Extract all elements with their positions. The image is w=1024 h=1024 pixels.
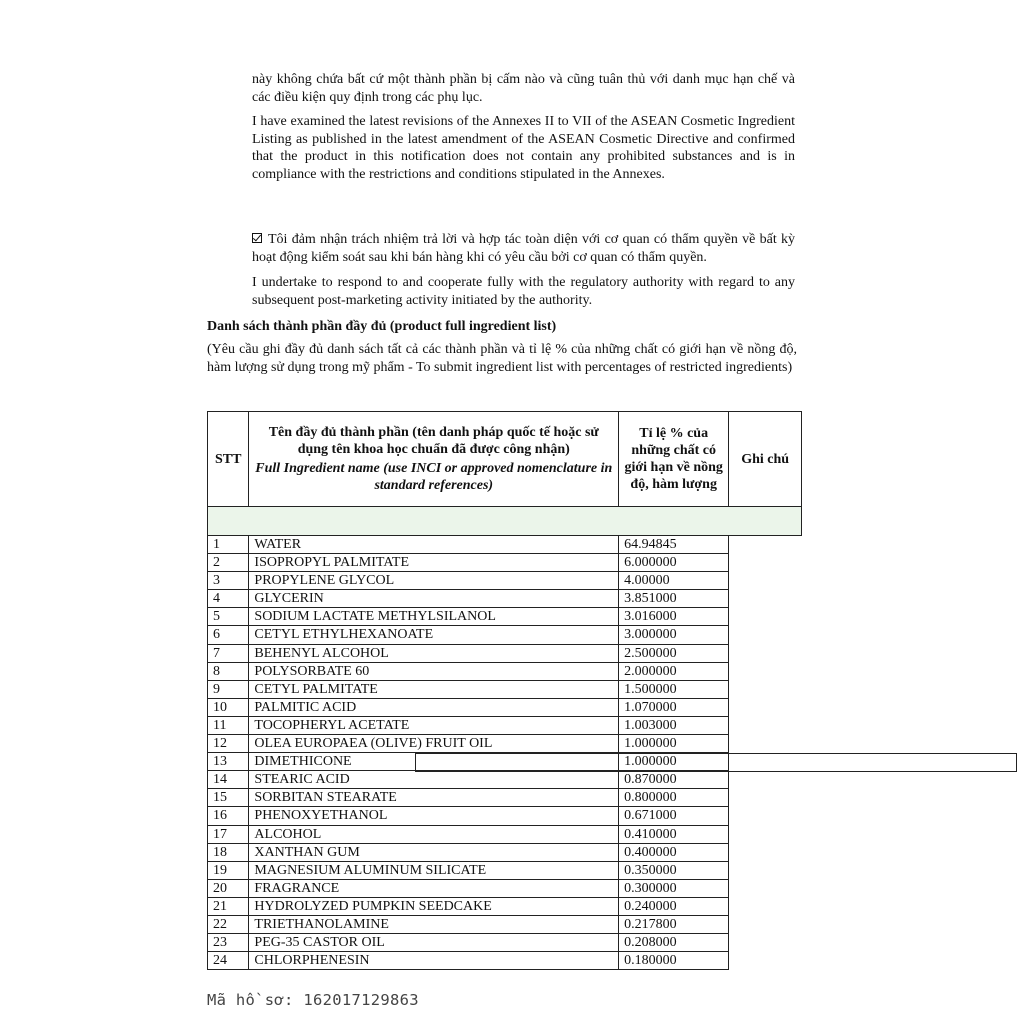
cell-name: ALCOHOL	[249, 825, 619, 843]
cell-name: TOCOPHERYL ACETATE	[249, 716, 619, 734]
table-row	[208, 680, 802, 698]
cell-percent: 3.000000	[619, 626, 729, 644]
table-row	[208, 789, 802, 807]
declaration-en-undertaking: I undertake to respond to and cooperate fully with the regulatory authority with regard to any subsequent post-marketing activity initiated by the authority.	[252, 275, 795, 308]
cell-name: MAGNESIUM ALUMINUM SILICATE	[249, 861, 619, 879]
cell-percent: 6.000000	[619, 554, 729, 572]
table-row	[208, 554, 802, 572]
cell-stt: 10	[208, 698, 249, 716]
table-row	[208, 897, 802, 915]
header-stt: STT	[208, 412, 249, 507]
cell-name: PEG-35 CASTOR OIL	[249, 934, 619, 952]
cell-percent: 0.800000	[619, 789, 729, 807]
record-number: Mã hồ sơ: 162017129863	[207, 991, 419, 1009]
cell-stt: 22	[208, 915, 249, 933]
cell-percent: 0.400000	[619, 843, 729, 861]
checked-box-icon	[252, 233, 262, 243]
ingredient-table-body	[208, 507, 802, 970]
cell-name: WATER	[249, 536, 619, 554]
table-row	[208, 915, 802, 933]
table-row	[208, 572, 802, 590]
cell-percent: 0.300000	[619, 879, 729, 897]
cell-name: CETYL PALMITATE	[249, 680, 619, 698]
cell-stt: 5	[208, 608, 249, 626]
table-row	[208, 952, 802, 970]
cell-name: POLYSORBATE 60	[249, 662, 619, 680]
cell-note	[415, 753, 1017, 772]
cell-stt: 7	[208, 644, 249, 662]
ingredient-list-instruction: (Yêu cầu ghi đầy đủ danh sách tất cả các thành phần và tỉ lệ % của những chất có giới hạn về nồng độ, hàm lượng sử dụng trong mỹ phẩm - To submit ingredient list with percentages of restricted ingredients)	[207, 342, 797, 375]
table-spacer-row	[208, 507, 802, 536]
table-row	[208, 626, 802, 644]
header-ingredient-name-en: Full Ingredient name (use INCI or approved nomenclature in standard references)	[255, 461, 613, 493]
cell-stt: 16	[208, 807, 249, 825]
table-row	[208, 662, 802, 680]
header-percent: Tỉ lệ % của những chất có giới hạn về nồng độ, hàm lượng	[619, 412, 729, 507]
cell-percent: 3.851000	[619, 590, 729, 608]
cell-percent: 0.240000	[619, 897, 729, 915]
declaration-vi-undertaking-text: Tôi đảm nhận trách nhiệm trả lời và hợp tác toàn diện với cơ quan có thẩm quyền về bất kỳ hoạt động kiểm soát sau khi bán hàng khi có yêu cầu bởi cơ quan có thẩm quyền.	[252, 232, 795, 265]
cell-percent: 1.070000	[619, 698, 729, 716]
cell-percent: 0.350000	[619, 861, 729, 879]
cell-stt: 20	[208, 879, 249, 897]
cell-name: OLEA EUROPAEA (OLIVE) FRUIT OIL	[249, 735, 619, 753]
cell-stt: 19	[208, 861, 249, 879]
cell-name: SORBITAN STEARATE	[249, 789, 619, 807]
cell-stt: 6	[208, 626, 249, 644]
cell-percent: 64.94845	[619, 536, 729, 554]
table-row	[208, 644, 802, 662]
cell-percent: 0.208000	[619, 934, 729, 952]
cell-percent: 1.003000	[619, 716, 729, 734]
cell-percent: 2.000000	[619, 662, 729, 680]
cell-name: PROPYLENE GLYCOL	[249, 572, 619, 590]
cell-percent: 1.000000	[619, 753, 729, 771]
cell-stt: 15	[208, 789, 249, 807]
cell-stt: 23	[208, 934, 249, 952]
table-row	[208, 771, 802, 789]
cell-name: BEHENYL ALCOHOL	[249, 644, 619, 662]
cell-percent: 2.500000	[619, 644, 729, 662]
table-spacer-cell	[208, 507, 802, 536]
cell-stt: 14	[208, 771, 249, 789]
cell-percent: 0.180000	[619, 952, 729, 970]
declaration-en-compliance: I have examined the latest revisions of the Annexes II to VII of the ASEAN Cosmetic Ingredient Listing as published in the latest amendment of the ASEAN Cosmetic Directive and confirmed that the product in this notification does not contain any prohibited substances and is in compliance with the restrictions and conditions stipulated in the Annexes.	[252, 114, 795, 182]
cell-stt: 3	[208, 572, 249, 590]
cell-stt: 12	[208, 735, 249, 753]
cell-name: PHENOXYETHANOL	[249, 807, 619, 825]
cell-stt: 21	[208, 897, 249, 915]
cell-percent: 0.671000	[619, 807, 729, 825]
declaration-vi-compliance: này không chứa bất cứ một thành phần bị cấm nào và cũng tuân thủ với danh mục hạn chế và các điều kiện quy định trong các phụ lục.	[252, 72, 795, 105]
declaration-vi-undertaking	[252, 231, 795, 266]
table-row	[208, 698, 802, 716]
table-row	[208, 536, 802, 554]
cell-name: STEARIC ACID	[249, 771, 619, 789]
cell-stt: 1	[208, 536, 249, 554]
cell-percent: 3.016000	[619, 608, 729, 626]
cell-stt: 11	[208, 716, 249, 734]
cell-percent: 0.410000	[619, 825, 729, 843]
cell-stt: 8	[208, 662, 249, 680]
ingredient-table	[207, 411, 802, 970]
table-row	[208, 807, 802, 825]
header-ingredient-name-vi: Tên đầy đủ thành phần (tên danh pháp quốc tế hoặc sử dụng tên khoa học chuẩn đã được công nhận)	[268, 425, 599, 457]
table-row	[208, 735, 802, 753]
cell-name: PALMITIC ACID	[249, 698, 619, 716]
table-row	[208, 934, 802, 952]
header-ingredient-name	[249, 412, 619, 507]
cell-name: CHLORPHENESIN	[249, 952, 619, 970]
table-row	[208, 879, 802, 897]
cell-name: FRAGRANCE	[249, 879, 619, 897]
cell-stt: 24	[208, 952, 249, 970]
cell-stt: 18	[208, 843, 249, 861]
table-row	[208, 608, 802, 626]
cell-name: CETYL ETHYLHEXANOATE	[249, 626, 619, 644]
cell-name: HYDROLYZED PUMPKIN SEEDCAKE	[249, 897, 619, 915]
cell-name: XANTHAN GUM	[249, 843, 619, 861]
table-row	[208, 861, 802, 879]
cell-stt: 9	[208, 680, 249, 698]
cell-name: GLYCERIN	[249, 590, 619, 608]
ingredient-list-heading: Danh sách thành phần đầy đủ (product full ingredient list)	[207, 319, 557, 334]
cell-stt: 2	[208, 554, 249, 572]
table-row	[208, 716, 802, 734]
cell-percent: 1.500000	[619, 680, 729, 698]
header-note: Ghi chú	[729, 412, 802, 507]
cell-percent: 4.00000	[619, 572, 729, 590]
cell-percent: 1.000000	[619, 735, 729, 753]
cell-name: SODIUM LACTATE METHYLSILANOL	[249, 608, 619, 626]
ingredient-table-header	[208, 412, 802, 507]
cell-stt: 13	[208, 753, 249, 771]
cell-name: TRIETHANOLAMINE	[249, 915, 619, 933]
cell-stt: 17	[208, 825, 249, 843]
cell-percent: 0.870000	[619, 771, 729, 789]
table-row	[208, 843, 802, 861]
cell-percent: 0.217800	[619, 915, 729, 933]
table-row	[208, 825, 802, 843]
cell-name: ISOPROPYL PALMITATE	[249, 554, 619, 572]
cell-name: DIMETHICONE	[249, 753, 619, 771]
table-row	[208, 590, 802, 608]
cell-stt: 4	[208, 590, 249, 608]
